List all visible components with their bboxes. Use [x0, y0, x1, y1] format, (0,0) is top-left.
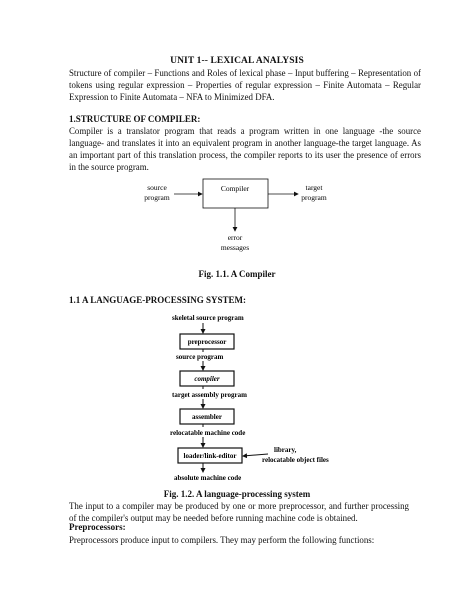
compiler-label-2: compiler: [194, 375, 220, 383]
library-label-1: library,: [274, 446, 297, 454]
compiler-box-label: Compiler: [220, 184, 250, 193]
input-paragraph: The input to a compiler may be produced by one or more preprocessor, and further processing of the compiler's output may be needed before running machine code is obtained.: [69, 501, 409, 523]
target-label-1: target: [305, 183, 323, 192]
preprocessor-label: preprocessor: [187, 338, 227, 346]
skeletal-label: skeletal source program: [172, 314, 244, 322]
error-label-2: messages: [220, 243, 250, 252]
fig1-caption: Fig. 1.1. A Compiler: [198, 269, 276, 279]
target-assembly-label: target assembly program: [172, 391, 247, 399]
unit-title: UNIT 1-- LEXICAL ANALYSIS: [170, 56, 304, 66]
absolute-label: absolute machine code: [174, 474, 242, 482]
relocatable-label: relocatable machine code: [170, 429, 246, 437]
source-label-2: program: [144, 193, 170, 202]
section-heading-structure: 1.STRUCTURE OF COMPILER:: [69, 114, 201, 124]
section-body-structure: Compiler is a translator program that reads a program written in one language -the source language- and translates it into an equivalent program in another language-the target language. As an important part of this translation process, the compiler reports to its user the presence of errors in the source program.: [69, 126, 421, 172]
target-label-2: program: [301, 193, 327, 202]
preprocessors-heading: Preprocessors:: [69, 522, 126, 532]
error-label-1: error: [227, 233, 243, 242]
assembler-label: assembler: [192, 413, 222, 421]
loader-label: loader/link-editor: [183, 452, 237, 460]
preprocessors-body: Preprocessors produce input to compilers. They may perform the following functions:: [69, 535, 375, 545]
source-program-label: source program: [176, 353, 224, 361]
fig2-caption: Fig. 1.2. A language-processing system: [163, 489, 311, 499]
section-heading-lps: 1.1 A LANGUAGE-PROCESSING SYSTEM:: [69, 295, 247, 305]
source-label-1: source: [147, 183, 167, 192]
intro-paragraph: Structure of compiler – Functions and Roles of lexical phase – Input buffering – Representation of tokens using regular expression – Properties of regular expression – Finite Automata – Regular Expression to Finite Automata – NFA to Minimized DFA.: [69, 68, 421, 102]
library-label-2: relocatable object files: [262, 456, 329, 464]
